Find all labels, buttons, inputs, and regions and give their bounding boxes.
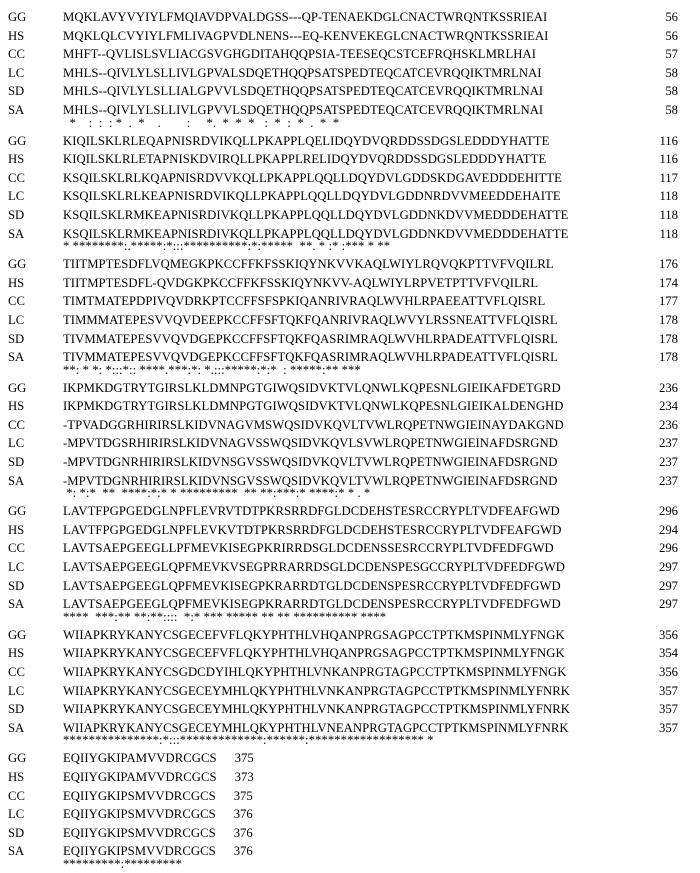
species-label: CC bbox=[8, 665, 25, 679]
consensus-symbols: *: *:* ** ****:*:* * ********* ** **:***:* ****:* * . * bbox=[63, 486, 371, 501]
sequence-row bbox=[8, 682, 698, 701]
sequence-text: -MPVTDGNRHIRIRSLKIDVNSGVSSWQSIDVKQVLTVWLRQPETNWGIEINAFDSRGND bbox=[63, 473, 558, 488]
sequence-row bbox=[8, 225, 698, 244]
residue-position: 118 bbox=[659, 207, 678, 222]
sequence-text: LAVTFPGPGEDGLNPFLEVRVTDTPKRSRRDFGLDCDEHSTESRCCRYPLTVDFEAFGWD bbox=[63, 504, 560, 519]
consensus-symbols: *********:********* bbox=[63, 856, 182, 871]
species-label: SA bbox=[8, 102, 25, 117]
species-label: LC bbox=[8, 189, 25, 204]
alignment-block bbox=[8, 749, 698, 870]
residue-position: 177 bbox=[658, 294, 678, 309]
sequence-row bbox=[8, 577, 698, 596]
residue-position: 297 bbox=[658, 597, 678, 612]
species-label: SA bbox=[8, 473, 25, 488]
residue-position: 356 bbox=[658, 665, 678, 679]
sequence-alignment bbox=[8, 8, 698, 873]
species-label: SD bbox=[8, 331, 25, 346]
sequence-text: IKPMKDGTRYTGIRSLKLDMNPGTGIWQSIDVKTVLQNWLKQPESNLGIEIKAFDETGRD bbox=[63, 380, 561, 395]
sequence-row bbox=[8, 749, 698, 768]
species-label: CC bbox=[8, 170, 25, 185]
sequence-row bbox=[8, 502, 698, 521]
sequence-row bbox=[8, 45, 698, 64]
species-label: HS bbox=[8, 28, 25, 43]
sequence-text: WIIAPKRYKANYCSGECEYMHLQKYPHTHLVNKANPRGTAGPCCTPTKMSPINMLYFNRK bbox=[63, 683, 570, 698]
sequence-row bbox=[8, 101, 698, 120]
sequence-row bbox=[8, 539, 698, 558]
alignment-block bbox=[8, 255, 698, 376]
sequence-text: KIQILSKLRLETAPNISKDVIRQLLPKAPPLRELIDQYDVQRDDSSDGSLEDDDYHATTE bbox=[63, 152, 547, 167]
sequence-text: EQIIYGKIPSMVVDRCGCS bbox=[63, 788, 216, 803]
residue-position: 236 bbox=[658, 380, 678, 395]
sequence-row bbox=[8, 132, 698, 151]
sequence-text: TIVMMATEPESVVQVDGEPKCCFFSFTQKFQASRIMRAQLWVHLRPADEATTVFLQISRL bbox=[63, 331, 558, 346]
sequence-text: WIIAPKRYKANYCSGECEFVFLQKYPHTHLVHQANPRGSAGPCCTPTKMSPINMLYFNGK bbox=[63, 627, 565, 642]
sequence-row bbox=[8, 397, 698, 416]
sequence-text: KSQILSKLRLKEAPNISRDVIKQLLPKAPPLQQLLDQYDVLGDDNRDVVMEEDDEHAITE bbox=[63, 189, 561, 204]
residue-position: 357 bbox=[658, 683, 678, 698]
species-label: SD bbox=[8, 578, 25, 593]
residue-position: 56 bbox=[665, 28, 678, 43]
residue-position: 118 bbox=[659, 226, 678, 241]
species-label: LC bbox=[8, 312, 25, 327]
species-label: GG bbox=[8, 751, 27, 766]
sequence-text: MHLS--QIVLYLSLLIVLGPVVLSDQETHQQPSATSPEDTEQCATCEVRQQIKTMRLNAI bbox=[63, 102, 544, 117]
species-label: SD bbox=[8, 702, 25, 717]
sequence-row bbox=[8, 719, 698, 738]
sequence-row bbox=[8, 434, 698, 453]
species-label: LC bbox=[8, 560, 25, 575]
residue-position: 375 bbox=[234, 751, 254, 766]
sequence-row bbox=[8, 663, 698, 682]
residue-position: 178 bbox=[658, 331, 678, 346]
species-label: CC bbox=[8, 47, 25, 62]
sequence-text: MHLS--QIVLYLSLLIVLGPVALSDQETHQQPSATSPEDTEQCATCEVRQQIKTMRLNAI bbox=[63, 65, 542, 80]
sequence-row bbox=[8, 311, 698, 330]
consensus-symbols: * ********:.*****:*:::**********:*:***** **. * :* :*** * ** bbox=[63, 239, 391, 254]
sequence-row bbox=[8, 842, 698, 861]
sequence-text: LAVTSAEPGEEGLLPFMEVKISEGPKRIRRDSGLDCDENSSESRCCRYPLTVDFEDFGWD bbox=[63, 541, 554, 556]
species-label: GG bbox=[8, 257, 27, 272]
sequence-row bbox=[8, 416, 698, 435]
residue-position: 237 bbox=[658, 473, 678, 488]
residue-position: 376 bbox=[233, 825, 253, 840]
sequence-text: -TPVADGGRHIRIRSLKIDVNAGVMSWQSIDVKQVLTVWLRQPETNWGIEINAYDAKGND bbox=[63, 417, 564, 432]
residue-position: 237 bbox=[658, 436, 678, 451]
residue-position: 116 bbox=[659, 152, 678, 167]
residue-position: 376 bbox=[233, 807, 253, 822]
sequence-text: MQKLAVYVYIYLFMQIAVDPVALDGSS---QP-TENAEKDGLCNACTWRQNTKSSRIEAI bbox=[63, 10, 548, 24]
species-label: CC bbox=[8, 417, 25, 432]
sequence-row bbox=[8, 292, 698, 311]
sequence-text: IKPMKDGTRYTGIRSLKLDMNPGTGIWQSIDVKTVLQNWLKQPESNLGIEIKALDENGHD bbox=[63, 399, 564, 414]
species-label: HS bbox=[8, 769, 25, 784]
residue-position: 356 bbox=[658, 627, 678, 642]
sequence-row bbox=[8, 805, 698, 824]
species-label: SD bbox=[8, 825, 25, 840]
residue-position: 296 bbox=[658, 541, 678, 556]
sequence-text: EQIIYGKIPSMVVDRCGCS bbox=[63, 807, 216, 822]
sequence-text: MHFT--QVLISLSVLIACGSVGHGDITAHQQPSIA-TEESEQCSTCEFRQHSKLMRLHAI bbox=[63, 47, 536, 62]
residue-position: 56 bbox=[665, 10, 678, 24]
sequence-text: EQIIYGKIPSMVVDRCGCS bbox=[63, 844, 216, 859]
alignment-block bbox=[8, 8, 698, 129]
residue-position: 357 bbox=[658, 702, 678, 717]
residue-position: 375 bbox=[233, 788, 253, 803]
consensus-symbols: ***************:*:::*************:******:****************** * bbox=[63, 733, 434, 748]
sequence-row bbox=[8, 787, 698, 806]
residue-position: 294 bbox=[658, 522, 678, 537]
residue-position: 373 bbox=[234, 769, 254, 784]
sequence-text: KIQILSKLRLEQAPNISRDVIKQLLPKAPPLQELIDQYDVQRDDSSDGSLEDDDYHATTE bbox=[63, 133, 550, 148]
residue-position: 354 bbox=[658, 646, 678, 661]
species-label: SA bbox=[8, 720, 25, 735]
sequence-row bbox=[8, 626, 698, 645]
species-label: HS bbox=[8, 646, 25, 661]
alignment-block bbox=[8, 502, 698, 623]
residue-position: 357 bbox=[658, 720, 678, 735]
residue-position: 174 bbox=[658, 275, 678, 290]
sequence-row bbox=[8, 255, 698, 274]
sequence-row bbox=[8, 595, 698, 614]
consensus-symbols: **** ***:** **:**:::: *:* *** ***** ** ** ********** **** bbox=[63, 609, 387, 624]
sequence-row bbox=[8, 472, 698, 491]
sequence-row bbox=[8, 348, 698, 367]
sequence-text: WIIAPKRYKANYCSGECEYMHLQKYPHTHLVNEANPRGTAGPCCTPTKMSPINMLYFNRK bbox=[63, 720, 569, 735]
species-label: SA bbox=[8, 844, 25, 859]
residue-position: 234 bbox=[658, 399, 678, 414]
sequence-row bbox=[8, 558, 698, 577]
sequence-text: EQIIYGKIPSMVVDRCGCS bbox=[63, 825, 216, 840]
consensus-symbols: **: * *: *:::*:: ****.***:*: *.:::*****:*:* : *****:** *** bbox=[63, 362, 361, 377]
species-label: SD bbox=[8, 207, 25, 222]
sequence-row bbox=[8, 64, 698, 83]
species-label: CC bbox=[8, 541, 25, 556]
species-label: LC bbox=[8, 807, 25, 822]
sequence-row bbox=[8, 521, 698, 540]
species-label: SD bbox=[8, 84, 25, 99]
sequence-row bbox=[8, 274, 698, 293]
residue-position: 118 bbox=[659, 189, 678, 204]
species-label: GG bbox=[8, 627, 27, 642]
residue-position: 178 bbox=[658, 312, 678, 327]
species-label: GG bbox=[8, 504, 27, 519]
species-label: SD bbox=[8, 455, 25, 470]
residue-position: 297 bbox=[658, 578, 678, 593]
sequence-row bbox=[8, 824, 698, 843]
sequence-text: TIITMPTESDFLVQMEGKPKCCFFKFSSKIQYNKVVKAQLWIYLRQVQKPTTVFVQILRL bbox=[63, 257, 554, 272]
sequence-text: LAVTSAEPGEEGLQPFMEVKISEGPKRARRDTGLDCDENSPESRCCRYPLTVDFEDFGWD bbox=[63, 597, 561, 612]
sequence-row bbox=[8, 169, 698, 188]
residue-position: 116 bbox=[659, 133, 678, 148]
residue-position: 58 bbox=[665, 102, 678, 117]
species-label: LC bbox=[8, 683, 25, 698]
sequence-text: KSQILSKLRMKEAPNISRDIVKQLLPKAPPLQQLLDQYDVLGDDNKDVVMEDDDEHATTE bbox=[63, 207, 569, 222]
species-label: HS bbox=[8, 152, 25, 167]
sequence-text: LAVTSAEPGEEGLQPFMEVKVSEGPRRARRDSGLDCDENSPESGCCRYPLTVDFEDFGWD bbox=[63, 560, 566, 575]
residue-position: 297 bbox=[658, 560, 678, 575]
sequence-text: TIVMMATEPESVVQVDGEPKCCFFSFTQKFQASRIMRAQLWVHLRPADEATTVFLQISRL bbox=[63, 350, 558, 365]
species-label: SA bbox=[8, 597, 25, 612]
sequence-text: MHLS--QIVLYLSLLIALGPVVLSDQETHQQPSATSPEDTEQCATCEVRQQIKTMRLNAI bbox=[63, 84, 544, 99]
sequence-row bbox=[8, 330, 698, 349]
species-label: CC bbox=[8, 294, 25, 309]
species-label: HS bbox=[8, 399, 25, 414]
sequence-text: -MPVTDGSRHIRIRSLKIDVNAGVSSWQSIDVKQVLSVWLRQPETNWGIEINAFDSRGND bbox=[63, 436, 558, 451]
species-label: HS bbox=[8, 522, 25, 537]
sequence-row bbox=[8, 150, 698, 169]
species-label: SA bbox=[8, 226, 25, 241]
sequence-text: EQIIYGKIPAMVVDRCGCS bbox=[63, 751, 217, 766]
sequence-text: LAVTFPGPGEDGLNPFLEVKVTDTPKRSRRDFGLDCDEHSTESRCCRYPLTVDFEAFGWD bbox=[63, 522, 562, 537]
residue-position: 58 bbox=[665, 65, 678, 80]
alignment-block bbox=[8, 626, 698, 747]
species-label: GG bbox=[8, 380, 27, 395]
sequence-text: TIMMMATEPESVVQVDEEPKCCFFSFTQKFQANRIVRAQLWVYLRSSNEATTVFLQISRL bbox=[63, 312, 558, 327]
alignment-block bbox=[8, 132, 698, 253]
residue-position: 58 bbox=[665, 84, 678, 99]
residue-position: 236 bbox=[658, 417, 678, 432]
sequence-row bbox=[8, 8, 698, 27]
sequence-row bbox=[8, 379, 698, 398]
residue-position: 376 bbox=[233, 844, 253, 859]
consensus-symbols: * : : : * . * . : *. * * * : * : * . * * bbox=[63, 115, 340, 130]
residue-position: 237 bbox=[658, 455, 678, 470]
sequence-text: EQIIYGKIPAMVVDRCGCS bbox=[63, 769, 217, 784]
species-label: HS bbox=[8, 275, 25, 290]
residue-position: 176 bbox=[658, 257, 678, 272]
sequence-row bbox=[8, 82, 698, 101]
sequence-text: LAVTSAEPGEEGLQPFMEVKISEGPKRARRDTGLDCDENSPESRCCRYPLTVDFEDFGWD bbox=[63, 578, 561, 593]
sequence-row bbox=[8, 206, 698, 225]
sequence-row bbox=[8, 187, 698, 206]
sequence-text: WIIAPKRYKANYCSGECEFVFLQKYPHTHLVHQANPRGSAGPCCTPTKMSPINMLYFNGK bbox=[63, 646, 565, 661]
sequence-text: MQKLQLCVYIYLFMLIVAGPVDLNENS---EQ-KENVEKEGLCNACTWRQNTKSSRIEAI bbox=[63, 28, 549, 43]
residue-position: 178 bbox=[658, 350, 678, 365]
alignment-block bbox=[8, 379, 698, 500]
sequence-text: WIIAPKRYKANYCSGECEYMHLQKYPHTHLVNKANPRGTAGPCCTPTKMSPINMLYFNRK bbox=[63, 702, 570, 717]
species-label: CC bbox=[8, 788, 25, 803]
species-label: SA bbox=[8, 350, 25, 365]
sequence-text: WIIAPKRYKANYCSGDCDYIHLQKYPHTHLVNKANPRGTAGPCCTPTKMSPINMLYFNGK bbox=[63, 665, 567, 679]
sequence-row bbox=[8, 768, 698, 787]
sequence-row bbox=[8, 700, 698, 719]
residue-position: 57 bbox=[665, 47, 678, 62]
sequence-row bbox=[8, 27, 698, 46]
sequence-text: KSQILSKLRMKEAPNISRDIVKQLLPKAPPLQQLLDQYDVLGDDNKDVVMEDDDEHATTE bbox=[63, 226, 569, 241]
sequence-text: KSQILSKLRLKQAPNISRDVVKQLLPKAPPLQQLLDQYDVLGDDSKDGAVEDDDEHITTE bbox=[63, 170, 562, 185]
residue-position: 117 bbox=[659, 170, 678, 185]
sequence-row bbox=[8, 453, 698, 472]
species-label: GG bbox=[8, 10, 27, 24]
sequence-row bbox=[8, 644, 698, 663]
sequence-text: -MPVTDGNRHIRIRSLKIDVNSGVSSWQSIDVKQVLTVWLRQPETNWGIEINAFDSRGND bbox=[63, 455, 558, 470]
species-label: LC bbox=[8, 436, 25, 451]
sequence-text: TIMTMATEPDPIVQVDRKPTCCFFSFSPKIQANRIVRAQLWVHLRPAEEATTVFLQISRL bbox=[63, 294, 546, 309]
sequence-text: TIITMPTESDFL-QVDGKPKCCFFKFSSKIQYNKVV-AQLWIYLRPVETPTTVFVQILRL bbox=[63, 275, 539, 290]
residue-position: 296 bbox=[658, 504, 678, 519]
species-label: GG bbox=[8, 133, 27, 148]
species-label: LC bbox=[8, 65, 25, 80]
